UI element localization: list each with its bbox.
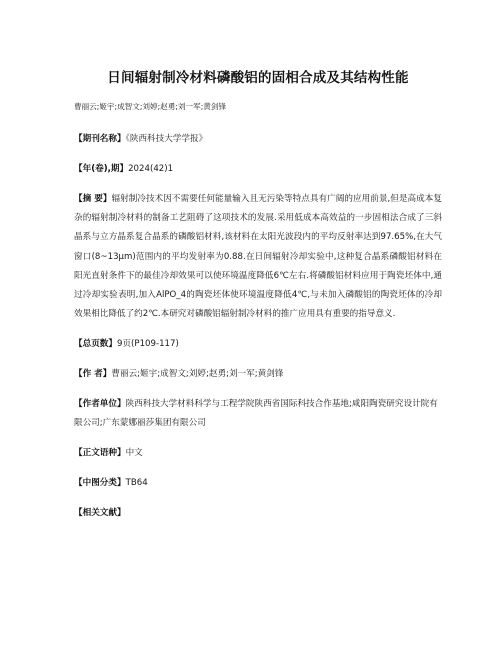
journal-value: 《陕西科技大学学报》 bbox=[125, 134, 208, 144]
abstract-text: 辐射制冷技术因不需要任何能量输入且无污染等特点具有广阔的应用前景,但是高成本复杂的辐射制冷材料的制备工艺阻碍了这项技术的发展.采用低成本高效益的一步固相法合成了三斜晶系与立方晶系复合晶系的磷酸铝材料,该材料在太阳光波段内的平均反射率达到97.65%,在大气窗口(8~13μm)范围内的平均发射率为0.88.在日间辐射冷却实验中,这种复合晶系磷酸铝材料在阳光直射条件下的最佳冷却效果可以使环境温度降低6℃左右.将磷酸铝材料应用于陶瓷坯体中,通过冷却实验表明,加入AlPO_4的陶瓷坯体使环境温度降低4℃,与未加入磷酸铝的陶瓷坯体的冷却效果相比降低了约2℃.本研究对磷酸铝辐射制冷材料的推广应用具有重要的指导意义. bbox=[74, 194, 443, 320]
classification-label: 【中图分类】 bbox=[74, 478, 126, 489]
pages-label: 【总页数】 bbox=[74, 339, 117, 350]
language-label: 【正文语种】 bbox=[74, 448, 126, 459]
year-issue-value: 2024(42)1 bbox=[128, 164, 174, 174]
language-field bbox=[74, 444, 442, 463]
journal-field bbox=[74, 130, 442, 149]
authors-field bbox=[74, 365, 442, 384]
related-literature-field bbox=[74, 504, 442, 523]
pages-value: 9页(P109-117) bbox=[116, 339, 179, 350]
journal-label: 【期刊名称】 bbox=[74, 134, 126, 144]
classification-value: TB64 bbox=[125, 478, 148, 489]
author-line: 曹丽云;姬宇;成智文;刘婷;赵勇;刘一军;黄剑锋 bbox=[74, 102, 227, 111]
document-title: 日间辐射制冷材料磷酸铝的固相合成及其结构性能 bbox=[107, 70, 409, 86]
classification-field bbox=[74, 474, 442, 493]
affiliation-field bbox=[74, 395, 442, 433]
related-literature-label: 【相关文献】 bbox=[74, 508, 126, 519]
authors-label: 【作 者】 bbox=[74, 369, 112, 380]
affiliation-value: 陕西科技大学材料科学与工程学院陕西省国际科技合作基地;咸阳陶瓷研究设计院有限公司;广东蒙娜丽莎集团有限公司 bbox=[74, 399, 438, 429]
language-value: 中文 bbox=[125, 448, 143, 459]
abstract-field bbox=[74, 190, 442, 324]
affiliation-label: 【作者单位】 bbox=[74, 399, 126, 410]
abstract-label: 【摘 要】 bbox=[74, 194, 112, 204]
pages-field bbox=[74, 335, 442, 354]
year-issue-label: 【年(卷),期】 bbox=[74, 164, 129, 174]
authors-value: 曹丽云;姬宇;成智文;刘婷;赵勇;刘一军;黄剑锋 bbox=[111, 369, 284, 380]
year-issue-field bbox=[74, 160, 442, 179]
